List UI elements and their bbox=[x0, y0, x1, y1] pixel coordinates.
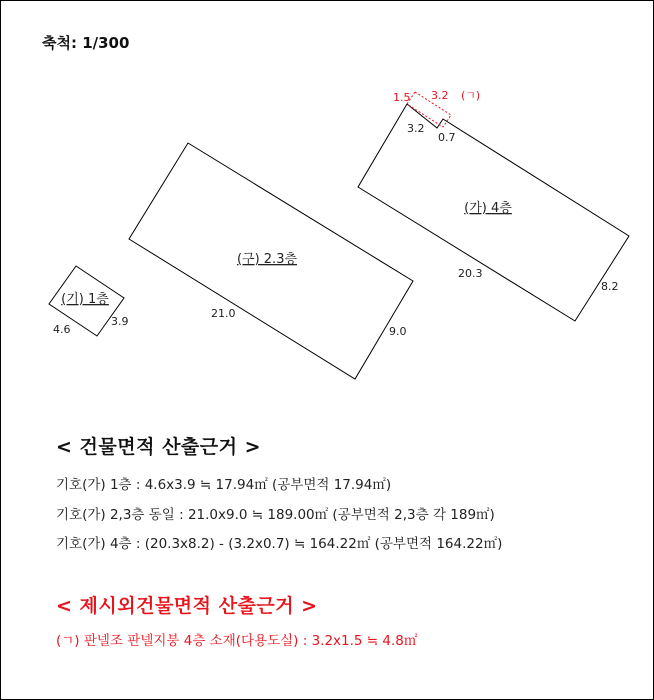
building-4f-notch-dim-a: 3.2 bbox=[407, 122, 425, 135]
building-4f-label: (가) 4층 bbox=[464, 201, 512, 216]
scale-label: 축척: 1/300 bbox=[42, 34, 130, 52]
building-4f bbox=[358, 104, 629, 321]
building-2-3f bbox=[129, 143, 413, 379]
building-1f-dim-b: 3.9 bbox=[111, 315, 129, 328]
building-2-3f-label: (구) 2.3층 bbox=[236, 252, 298, 267]
building-1f-label: (기) 1층 bbox=[61, 292, 109, 307]
building-area-line-3: 기호(가) 4층 : (20.3x8.2) - (3.2x0.7) ≒ 164.22㎡ (공부면적 164.22㎡) bbox=[56, 536, 503, 552]
building-4f-notch-dim-b: 0.7 bbox=[438, 131, 456, 144]
building-area-line-2: 기호(가) 2,3층 동일 : 21.0x9.0 ≒ 189.00㎡ (공부면적 2,3층 각 189㎡) bbox=[56, 507, 495, 523]
excluded-area-line-1: (ㄱ) 판넬조 판넬지붕 4층 소재(다용도실) : 3.2x1.5 ≒ 4.8㎡ bbox=[56, 633, 418, 649]
excluded-marker: (ㄱ) bbox=[461, 89, 481, 102]
building-1f bbox=[49, 266, 129, 336]
building-area-line-1: 기호(가) 1층 : 4.6x3.9 ≒ 17.94㎡ (공부면적 17.94㎡) bbox=[56, 477, 392, 493]
building-2-3f-dim-width: 9.0 bbox=[389, 325, 407, 338]
excluded-area-title: < 제시외건물면적 산출근거 > bbox=[56, 595, 318, 617]
excluded-dim-b: 3.2 bbox=[431, 89, 449, 102]
building-4f-dim-length: 20.3 bbox=[458, 267, 483, 280]
excluded-dim-a: 1.5 bbox=[393, 91, 411, 104]
building-area-title: < 건물면적 산출근거 > bbox=[56, 436, 262, 458]
building-2-3f-dim-length: 21.0 bbox=[211, 307, 236, 320]
building-1f-dim-a: 4.6 bbox=[53, 323, 71, 336]
floor-plan-drawing bbox=[1, 1, 654, 401]
building-4f-dim-width: 8.2 bbox=[601, 280, 619, 293]
